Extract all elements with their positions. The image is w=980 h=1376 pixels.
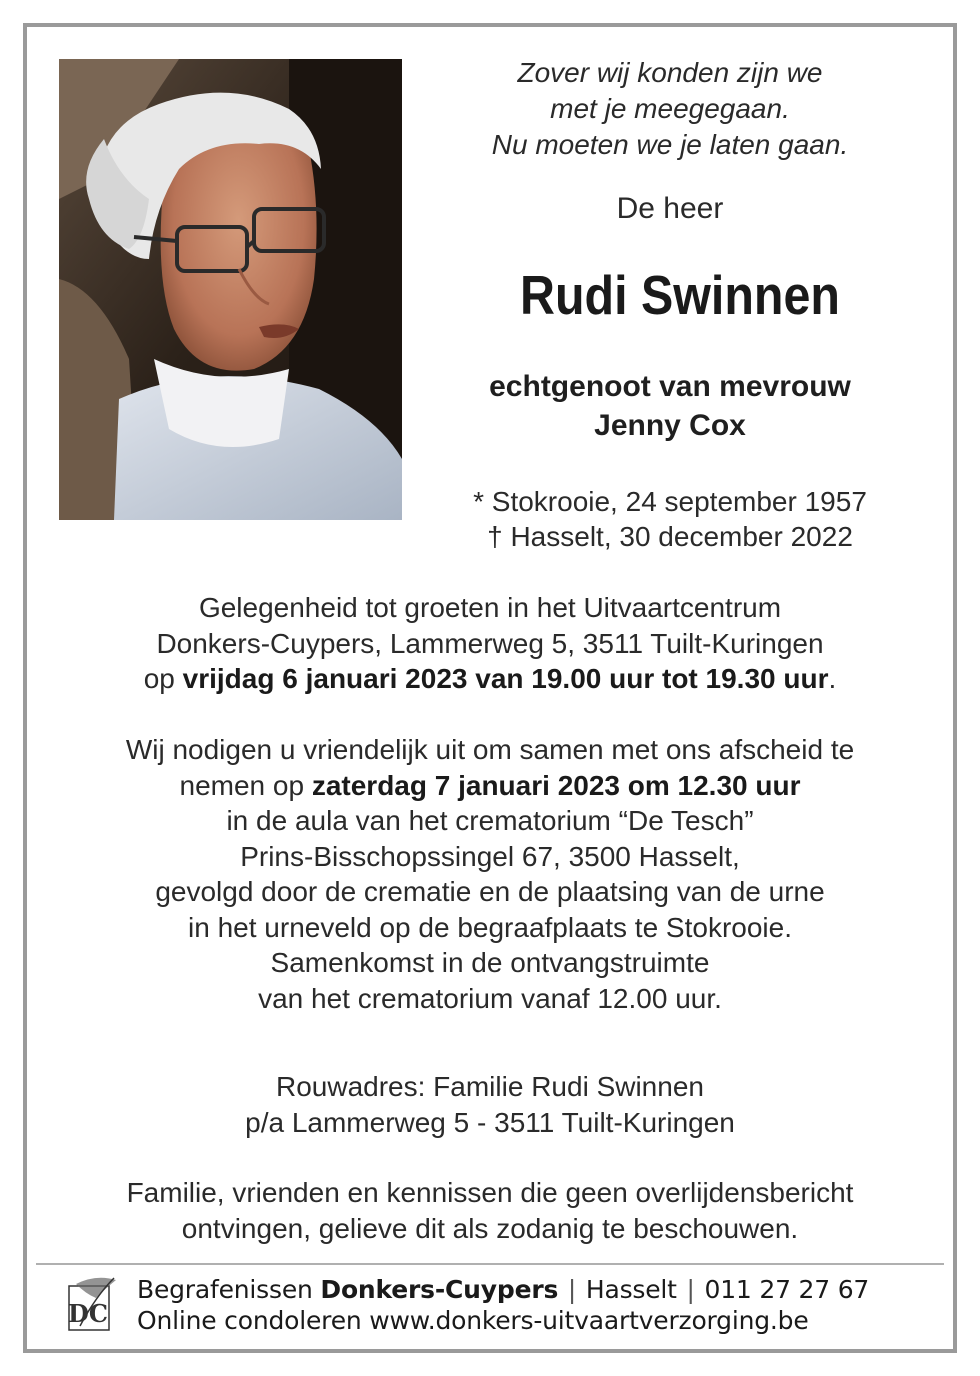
- footer-separator: |: [686, 1275, 695, 1304]
- poem: [430, 55, 910, 163]
- portrait-photo: [59, 59, 402, 520]
- ceremony-datetime: zaterdag 7 januari 2023 om 12.30 uur: [311, 769, 801, 801]
- company-name: Donkers-Cuypers: [320, 1275, 559, 1304]
- ceremony-line: gevolgd door de crematie en de plaatsing van de urne: [155, 876, 825, 907]
- death-date: † Hasselt, 30 december 2022: [487, 521, 853, 552]
- footer-divider: [36, 1263, 944, 1265]
- address-line: Rouwadres: Familie Rudi Swinnen: [276, 1071, 704, 1102]
- logo-icon: [66, 1276, 120, 1334]
- visitation-datetime: vrijdag 6 januari 2023 van 19.00 uur tot 19.30 uur: [182, 663, 829, 694]
- svg-text:DC: DC: [68, 1299, 108, 1328]
- honorific-title: De heer: [616, 192, 724, 225]
- visitation-prefix: op: [143, 663, 183, 694]
- deceased-name: Rudi Swinnen: [520, 264, 840, 326]
- ceremony-block: [40, 732, 940, 1016]
- spouse-name: Jenny Cox: [594, 409, 746, 442]
- ceremony-prefix: nemen op: [179, 769, 312, 801]
- ceremony-line: Wij nodigen u vriendelijk uit om samen met ons afscheid te: [125, 734, 855, 765]
- birth-date: * Stokrooie, 24 september 1957: [473, 486, 867, 517]
- spouse-intro: echtgenoot van mevrouw: [489, 370, 851, 403]
- funeral-home-logo: [66, 1276, 120, 1334]
- footer: [137, 1274, 937, 1336]
- visitation-line: Donkers-Cuypers, Lammerweg 5, 3511 Tuilt-Kuringen: [156, 627, 824, 659]
- ceremony-line: [40, 768, 940, 804]
- footer-prefix: Begrafenissen: [137, 1275, 321, 1304]
- notice-line: ontvingen, gelieve dit als zodanig te beschouwen.: [181, 1212, 799, 1244]
- online-label: Online condoleren: [137, 1306, 370, 1335]
- spouse-block: [430, 367, 910, 445]
- ceremony-line: van het crematorium vanaf 12.00 uur.: [258, 982, 722, 1014]
- ceremony-line: in de aula van het crematorium “De Tesch”: [226, 805, 754, 836]
- portrait-image: [59, 59, 402, 520]
- company-city: Hasselt: [585, 1275, 677, 1304]
- footer-line-online: [137, 1305, 937, 1336]
- ceremony-line: in het urneveld op de begraafplaats te Stokrooie.: [188, 911, 792, 943]
- mourning-address: [40, 1069, 940, 1140]
- ceremony-line: Samenkomst in de ontvangstruimte: [270, 947, 710, 978]
- visitation-block: [40, 590, 940, 697]
- footer-separator: |: [567, 1275, 577, 1304]
- footer-line-company: [137, 1274, 937, 1305]
- website-link[interactable]: www.donkers-uitvaartverzorging.be: [369, 1306, 809, 1335]
- poem-line: Zover wij konden zijn we: [517, 57, 823, 88]
- address-line: p/a Lammerweg 5 - 3511 Tuilt-Kuringen: [245, 1106, 735, 1138]
- poem-line: Nu moeten we je laten gaan.: [491, 129, 849, 160]
- visitation-suffix: .: [828, 663, 837, 694]
- life-dates: [430, 484, 910, 554]
- company-phone[interactable]: 011 27 27 67: [704, 1275, 870, 1304]
- visitation-line: [40, 661, 940, 697]
- notice-line: Familie, vrienden en kennissen die geen overlijdensbericht: [126, 1177, 854, 1208]
- notice-block: [40, 1175, 940, 1246]
- poem-line: met je meegegaan.: [550, 93, 790, 124]
- ceremony-line: Prins-Bisschopssingel 67, 3500 Hasselt,: [240, 840, 740, 872]
- visitation-line: Gelegenheid tot groeten in het Uitvaartcentrum: [198, 592, 782, 623]
